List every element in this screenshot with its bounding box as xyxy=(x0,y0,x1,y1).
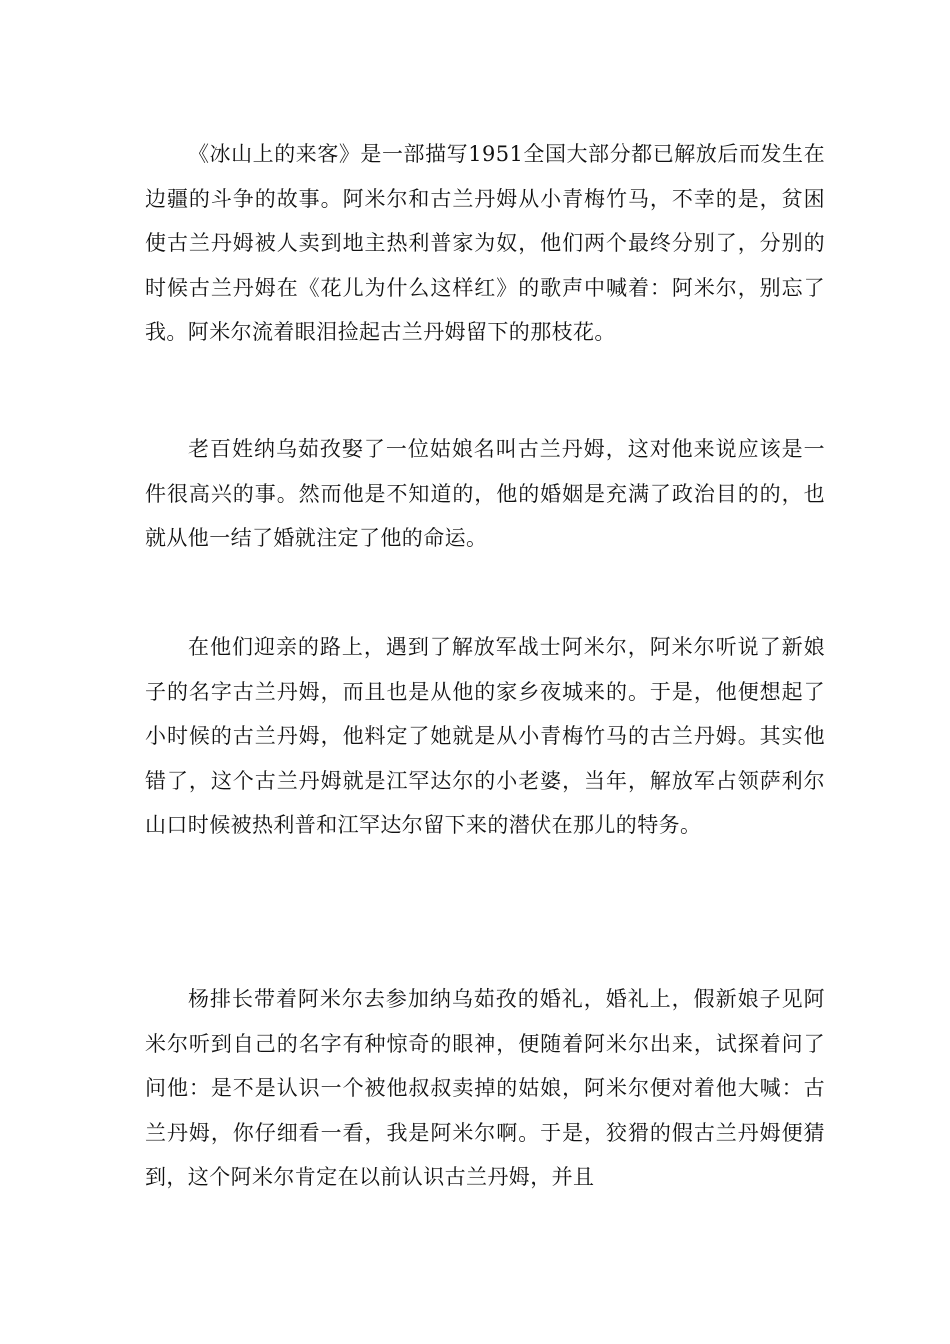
paragraph-1: 《冰山上的来客》是一部描写1951全国大部分都已解放后而发生在边疆的斗争的故事。阿米尔和古兰丹姆从小青梅竹马，不幸的是，贫困使古兰丹姆被人卖到地主热利普家为奴，他们两个最终分别了，分别的时候古兰丹姆在《花儿为什么这样红》的歌声中喊着：阿米尔，别忘了我。阿米尔流着眼泪捡起古兰丹姆留下的那枝花。 xyxy=(145,142,825,344)
paragraph-2: 老百姓纳乌茹孜娶了一位姑娘名叫古兰丹姆，这对他来说应该是一件很高兴的事。然而他是不知道的，他的婚姻是充满了政治目的的，也就从他一结了婚就注定了他的命运。 xyxy=(145,437,825,550)
paragraph-4: 杨排长带着阿米尔去参加纳乌茹孜的婚礼，婚礼上，假新娘子见阿米尔听到自己的名字有种惊奇的眼神，便随着阿米尔出来，试探着问了问他：是不是认识一个被他叔叔卖掉的姑娘，阿米尔便对着他大喊：古兰丹姆，你仔细看一看，我是阿米尔啊。于是，狡猾的假古兰丹姆便猜到，这个阿米尔肯定在以前认识古兰丹姆，并且 xyxy=(145,987,825,1189)
paragraph-3: 在他们迎亲的路上，遇到了解放军战士阿米尔，阿米尔听说了新娘子的名字古兰丹姆，而且也是从他的家乡夜城来的。于是，他便想起了小时候的古兰丹姆，他料定了她就是从小青梅竹马的古兰丹姆。其实他错了，这个古兰丹姆就是江罕达尔的小老婆，当年，解放军占领萨利尔山口时候被热利普和江罕达尔留下来的潜伏在那儿的特务。 xyxy=(145,635,825,837)
